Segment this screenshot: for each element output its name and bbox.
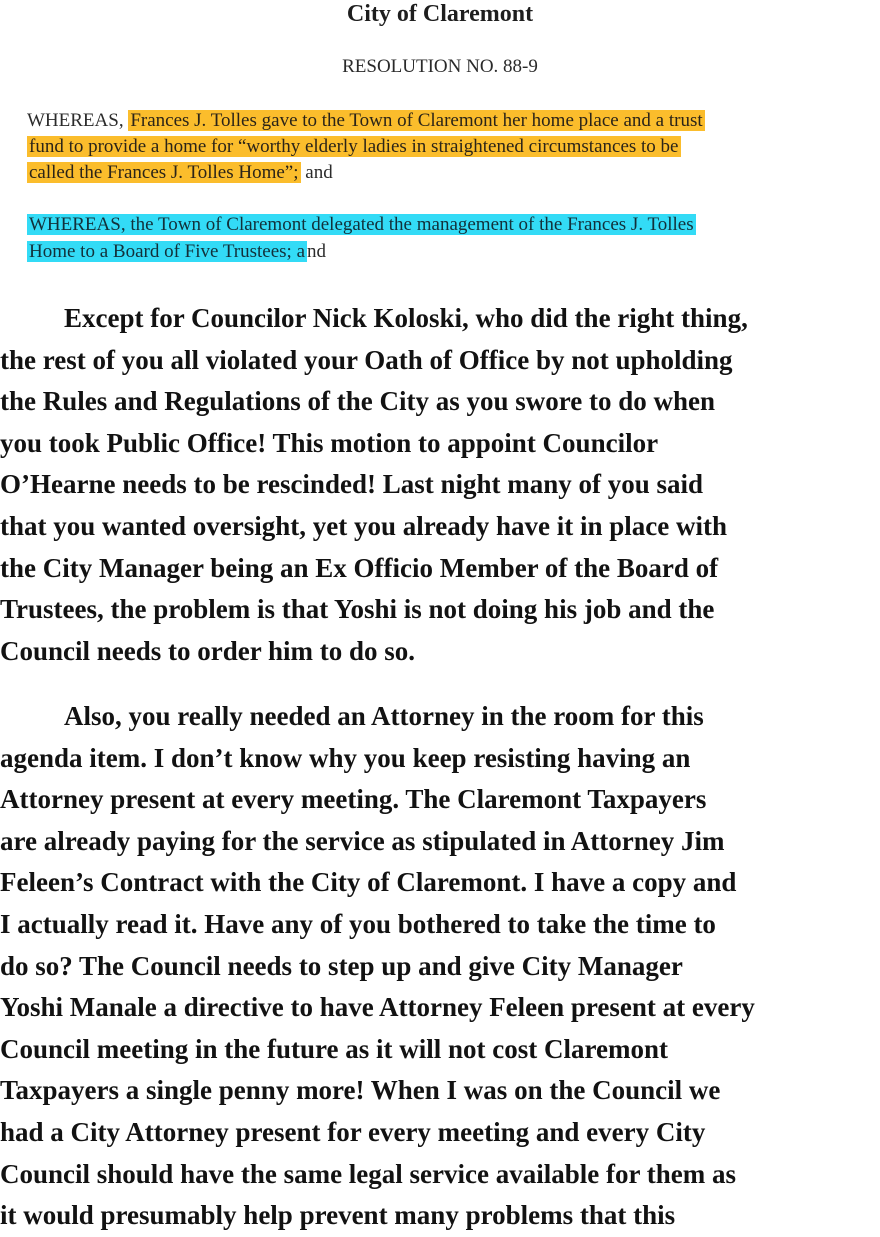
paragraph-1-line: the City Manager being an Ex Officio Member of the Board of: [0, 552, 719, 583]
paragraph-1-line: O’Hearne needs to be rescinded! Last night many of you said: [0, 469, 704, 500]
paragraph-2-line: Attorney present at every meeting. The Claremont Taxpayers: [0, 784, 707, 815]
paragraph-1-line: Council needs to order him to do so.: [0, 635, 416, 666]
paragraph-1-line: the rest of you all violated your Oath of Office by not upholding: [0, 344, 733, 375]
paragraph-2-line: Council should have the same legal service available for them as: [0, 1158, 736, 1189]
paragraph-2-line: agenda item. I don’t know why you keep resisting having an: [0, 742, 691, 773]
paragraph-2-line: it would presumably help prevent many problems that this: [0, 1200, 676, 1231]
paragraph-1-line: you took Public Office! This motion to appoint Councilor: [0, 427, 659, 458]
highlight-yellow-3: called the Frances J. Tolles Home”;: [29, 162, 299, 183]
whereas-2-line-2: [27, 239, 326, 265]
paragraph-1: [0, 298, 880, 672]
whereas-2-line-1: [27, 212, 696, 238]
paragraph-1-line: the Rules and Regulations of the City as you swore to do when: [0, 386, 716, 417]
paragraph-2-line: had a City Attorney present for every meeting and every City: [0, 1116, 706, 1147]
paragraph-2: [0, 696, 880, 1237]
paragraph-2-line: Taxpayers a single penny more! When I was on the Council we: [0, 1075, 721, 1106]
paragraph-2-line: I actually read it. Have any of you bothered to take the time to: [0, 908, 716, 939]
whereas-1-line-3: [27, 160, 333, 186]
paragraph-2-line: Council meeting in the future as it will not cost Claremont: [0, 1033, 668, 1064]
whereas-1-lead: WHEREAS,: [27, 110, 129, 131]
paragraph-2-line: are already paying for the service as stipulated in Attorney Jim: [0, 825, 725, 856]
highlight-cyan-1: WHEREAS, the Town of Claremont delegated the management of the Frances J. Tolles: [29, 214, 694, 235]
paragraph-2-line: Feleen’s Contract with the City of Claremont. I have a copy and: [0, 867, 737, 898]
highlight-yellow-1: Frances J. Tolles gave to the Town of Claremont her home place and a trust: [130, 110, 703, 131]
document-title: City of Claremont: [346, 1, 534, 27]
paragraph-1-line: that you wanted oversight, yet you already have it in place with: [0, 510, 727, 541]
whereas-1-tail: and: [300, 162, 333, 183]
scanned-resolution-excerpt: [0, 0, 880, 280]
whereas-1-line-2: [27, 134, 681, 160]
paragraph-2-line: Also, you really needed an Attorney in the room for this: [64, 701, 704, 731]
paragraph-2-line: Yoshi Manale a directive to have Attorney Feleen present at every: [0, 992, 755, 1023]
paragraph-1-line: Trustees, the problem is that Yoshi is not doing his job and the: [0, 594, 715, 625]
highlight-yellow-2: fund to provide a home for “worthy elderly ladies in straightened circumstances to be: [29, 136, 679, 157]
whereas-1-line-1: [27, 108, 705, 134]
highlight-cyan-2: Home to a Board of Five Trustees; a: [29, 241, 306, 262]
resolution-number: RESOLUTION NO. 88-9: [342, 56, 538, 77]
paragraph-1-line: Except for Councilor Nick Koloski, who did the right thing,: [64, 303, 748, 333]
paragraph-2-line: do so? The Council needs to step up and give City Manager: [0, 950, 683, 981]
whereas-2-tail: nd: [307, 241, 327, 262]
